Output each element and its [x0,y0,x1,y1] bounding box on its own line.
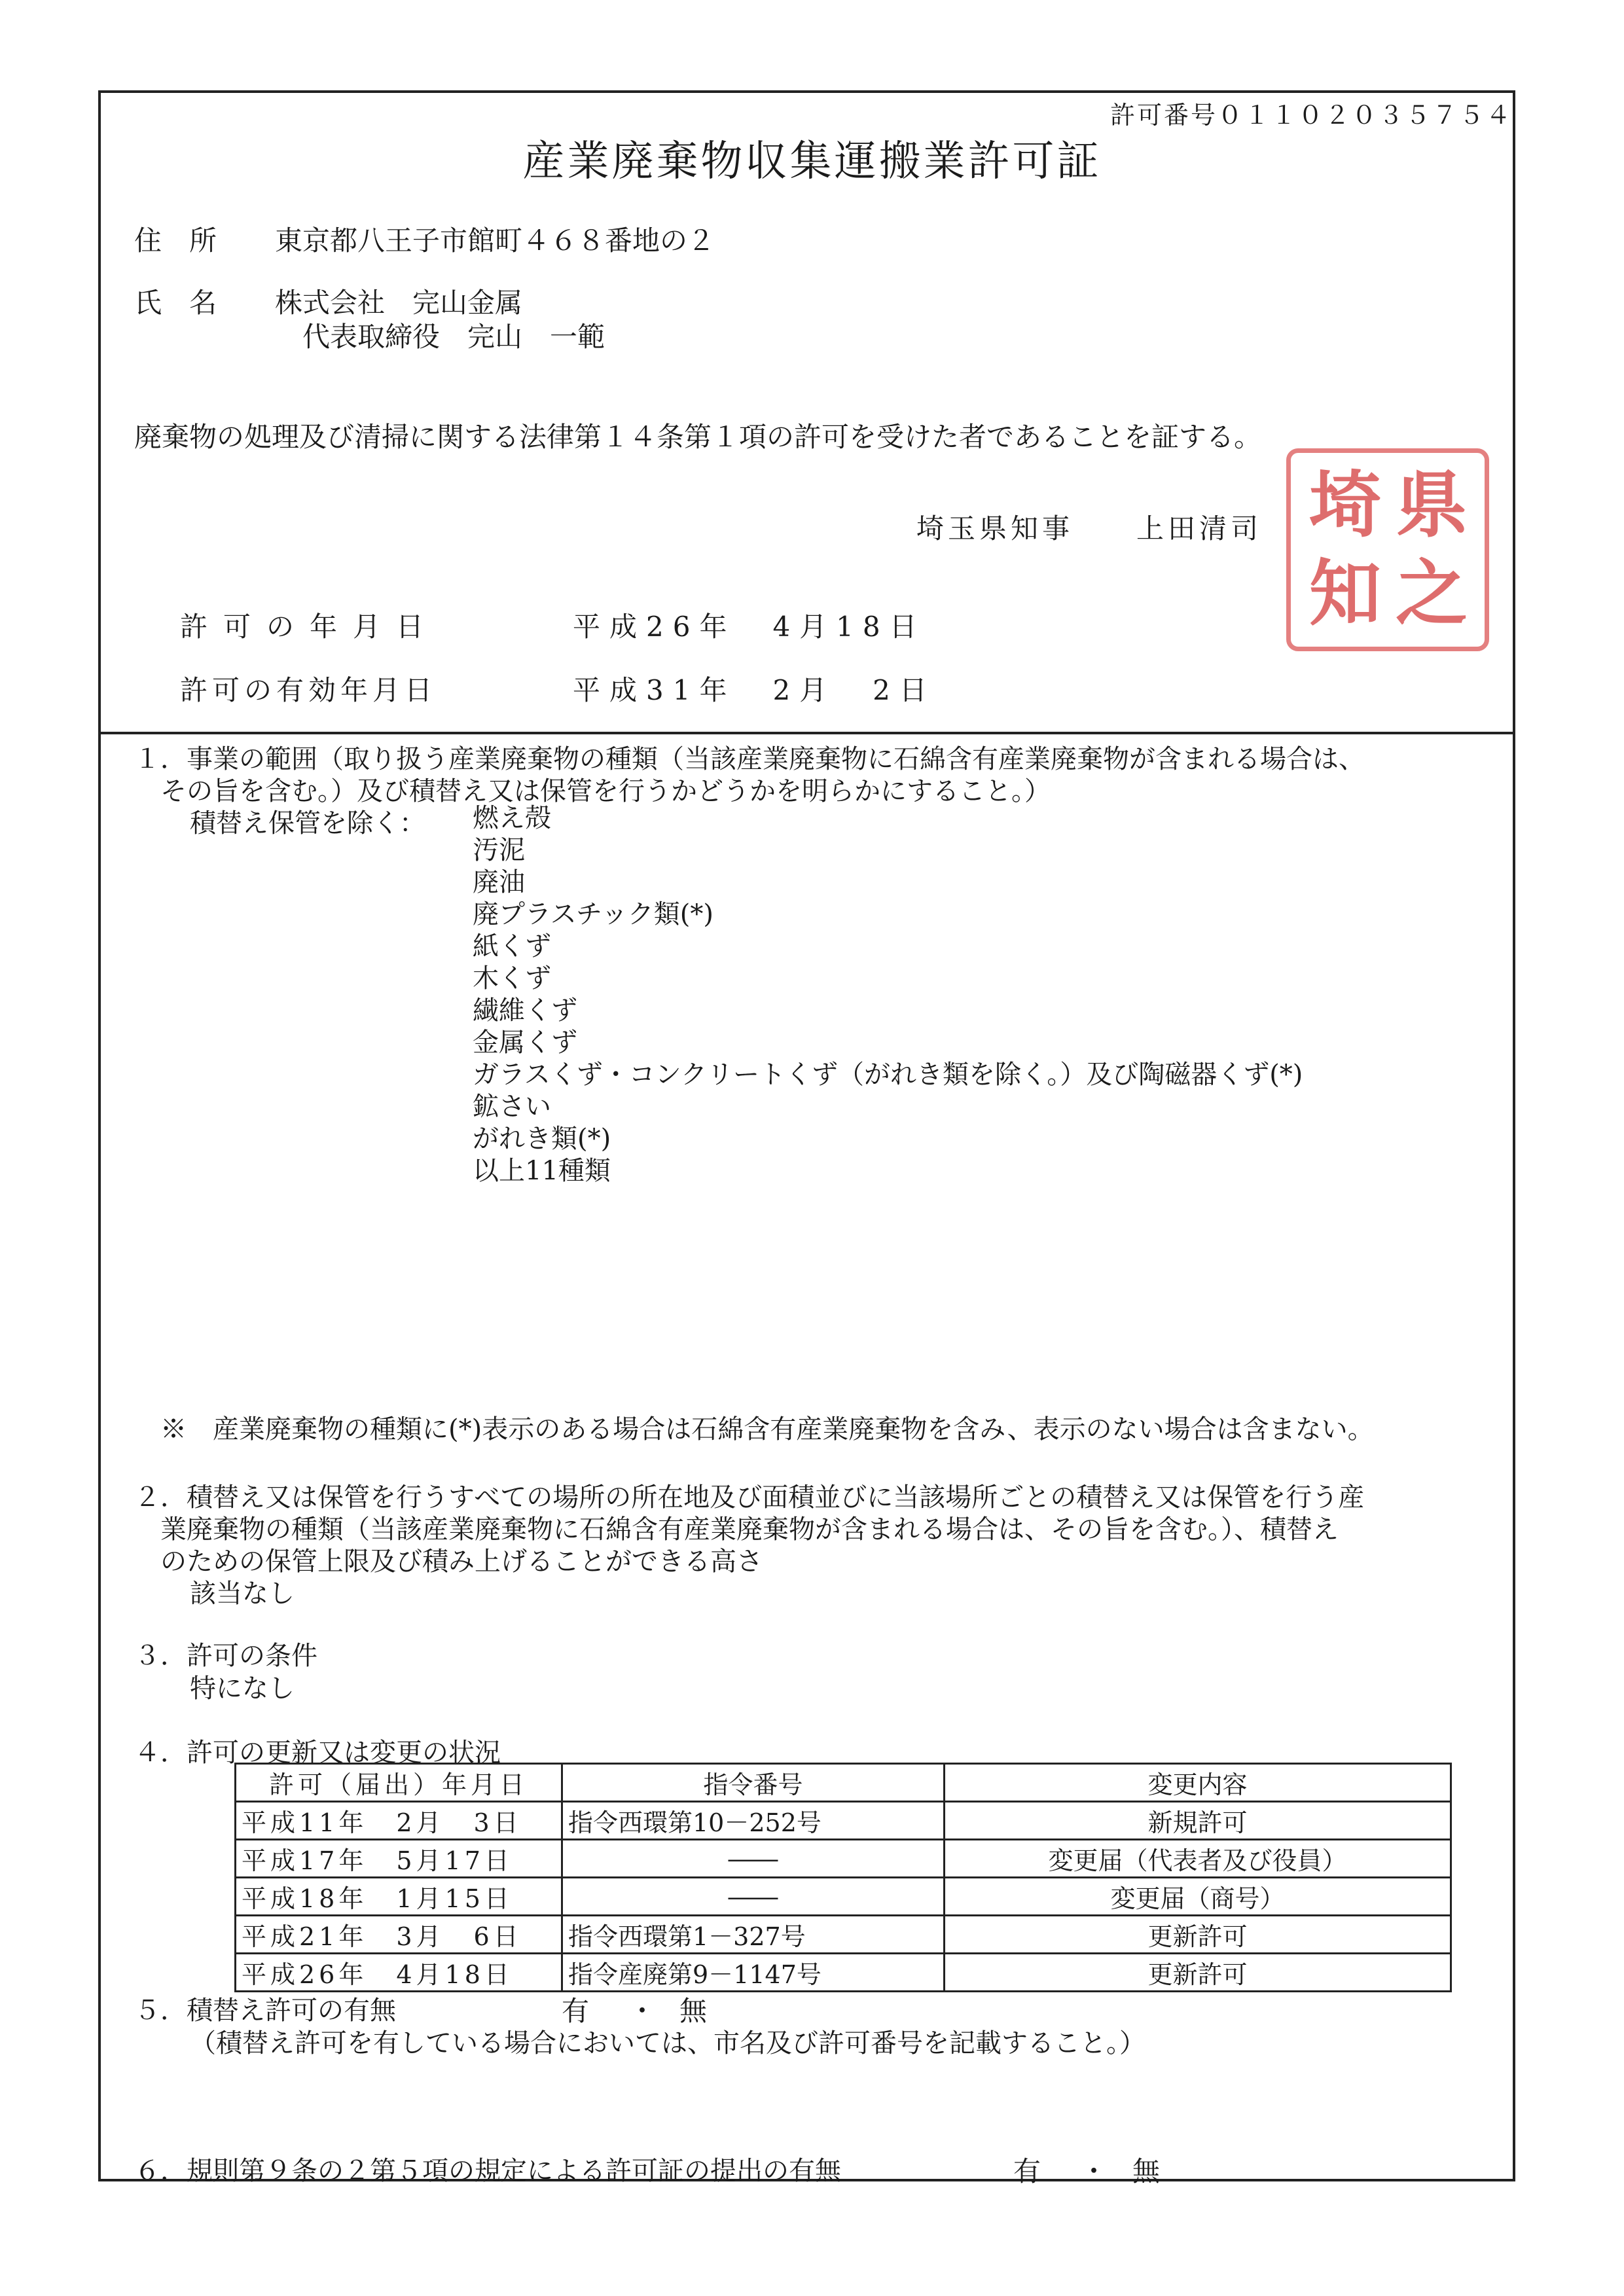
list-item: がれき類(*) [473,1124,611,1154]
section6-choice-yes: 有 [1013,2155,1041,2187]
column-header-change: 変更内容 [945,1764,1451,1802]
permit-date-value: 平成26年 4月18日 [573,611,926,643]
section5-choice-yes: 有 [562,1995,590,2027]
permit-date-label: 許可の年月日 [180,611,440,643]
expiry-date-label: 許可の有効年月日 [180,674,437,706]
address-label: 住 所 [134,224,217,257]
table-cell-change: 変更届（代表者及び役員） [945,1840,1451,1878]
official-seal: 埼 知 県 之 [1286,448,1489,651]
table-row [236,1878,1451,1916]
table-cell-date: 平成11年 2月 3日 [236,1802,562,1840]
issuer: 埼玉県知事 上田清司 [916,512,1263,545]
list-item: 鉱さい [473,1092,551,1122]
table-cell-change: 変更届（商号） [945,1878,1451,1916]
expiry-date-value: 平成31年 2月 2日 [573,674,936,706]
list-item: 繊維くず [473,996,577,1026]
list-item: 廃プラスチック類(*) [473,899,714,929]
header-divider [98,732,1515,734]
table-header-row [236,1764,1451,1802]
table-row [236,1954,1451,1992]
section2-line1: ２．積替え又は保管を行うすべての場所の所在地及び面積並びに当該場所ごとの積替え又は保管を行う産 [134,1482,1365,1513]
list-item: 汚泥 [473,835,525,865]
list-item: ガラスくず・コンクリートくず（がれき類を除く。）及び陶磁器くず(*) [473,1060,1303,1090]
table-cell-date: 平成26年 4月18日 [236,1954,562,1992]
section2-line3: のための保管上限及び積み上げることができる高さ [160,1547,763,1577]
section5-heading: ５．積替え許可の有無 [134,1996,396,2026]
list-item: 金属くず [473,1028,577,1058]
column-header-order-no: 指令番号 [562,1764,945,1802]
section4-heading: ４．許可の更新又は変更の状況 [134,1738,501,1768]
section5-separator: ・ [628,1995,657,2027]
waste-types-list [473,802,1303,1187]
section6-separator: ・ [1080,2155,1108,2187]
table-cell-change: 新規許可 [945,1802,1451,1840]
section5-note: （積替え許可を有している場合においては、市名及び許可番号を記載すること。） [190,2028,1146,2058]
history-table [234,1763,1452,1992]
section2-line2: 業廃棄物の種類（当該産業廃棄物に石綿含有産業廃棄物が含まれる場合は、その旨を含む。）、積替え [160,1515,1339,1545]
table-cell-change: 更新許可 [945,1916,1451,1954]
section1-prefix: 積替え保管を除く： [190,808,425,838]
section6-choice-no: 無 [1132,2155,1161,2187]
document-title: 産業廃棄物収集運搬業許可証 [522,137,1102,186]
address-value: 東京都八王子市館町４６８番地の２ [275,224,715,257]
column-header-date: 許可（届出）年月日 [236,1764,562,1802]
table-cell-order-no: 指令西環第10－252号 [562,1802,945,1840]
table-cell-order-no: 指令西環第1－327号 [562,1916,945,1954]
table-row [236,1916,1451,1954]
list-item: 燃え殻 [473,803,551,833]
company-name: 株式会社 完山金属 [275,287,523,319]
table-cell-order-no: ―― [562,1840,945,1878]
representative-name: 代表取締役 完山 一範 [302,321,605,353]
table-cell-change: 更新許可 [945,1954,1451,1992]
list-item: 紙くず [473,931,551,961]
list-item: 以上11種類 [473,1156,611,1186]
table-cell-order-no: ―― [562,1878,945,1916]
table-row [236,1840,1451,1878]
list-item: 木くず [473,963,551,994]
section2-value: 該当なし [190,1579,295,1609]
name-label: 氏 名 [134,287,217,319]
section1-heading-line2: その旨を含む。）及び積替え又は保管を行うかどうかを明らかにすること。） [160,776,1051,806]
section6-heading: ６．規則第９条の２第５項の規定による許可証の提出の有無 [134,2156,841,2186]
table-cell-date: 平成17年 5月17日 [236,1840,562,1878]
table-cell-date: 平成18年 1月15日 [236,1878,562,1916]
table-cell-date: 平成21年 3月 6日 [236,1916,562,1954]
list-item: 廃油 [473,867,525,897]
section3-value: 特になし [190,1674,295,1704]
certification-text: 廃棄物の処理及び清掃に関する法律第１４条第１項の許可を受けた者であることを証する。 [134,421,1262,453]
section5-choice-no: 無 [679,1995,708,2027]
section3-heading: ３．許可の条件 [134,1641,317,1671]
asbestos-note: ※ 産業廃棄物の種類に(*)表示のある場合は石綿含有産業廃棄物を含み、表示のない場合は含まない。 [160,1414,1374,1444]
table-cell-order-no: 指令産廃第9－1147号 [562,1954,945,1992]
permit-number: 許可番号０１１０２０３５７５４ [1110,101,1513,130]
section1-heading-line1: １．事業の範囲（取り扱う産業廃棄物の種類（当該産業廃棄物に石綿含有産業廃棄物が含まれる場合は、 [134,744,1365,774]
table-row [236,1802,1451,1840]
